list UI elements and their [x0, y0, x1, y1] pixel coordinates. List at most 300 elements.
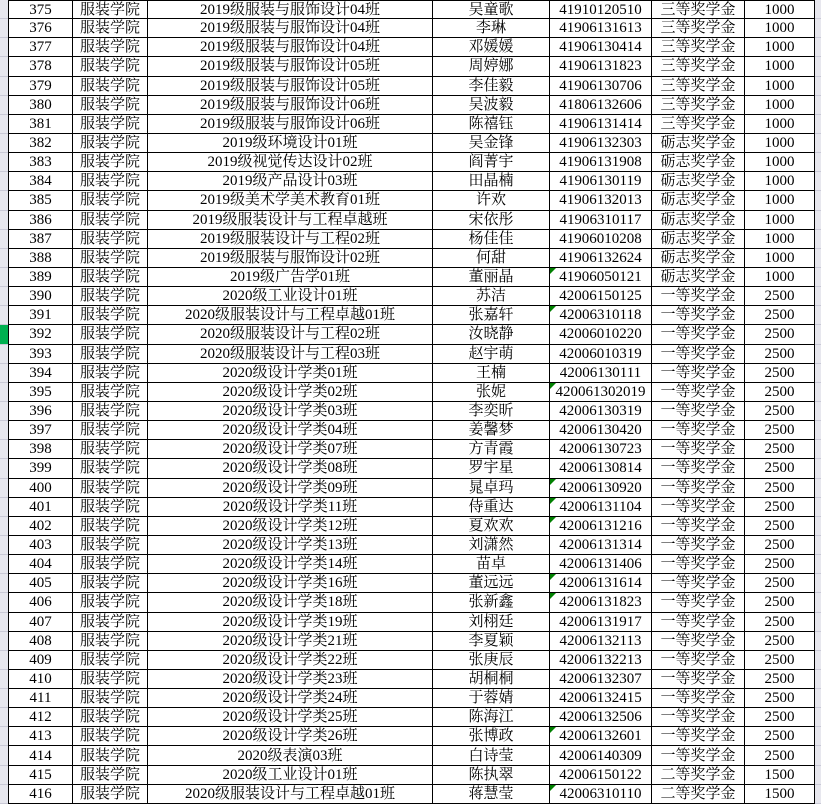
cell-amount[interactable]: 2500	[745, 746, 815, 765]
cell-award-type[interactable]: 一等奖学金	[652, 325, 745, 344]
cell-award-type[interactable]: 二等奖学金	[652, 766, 745, 785]
cell-row-index[interactable]: 403	[8, 536, 73, 555]
number-stored-as-text-flag-icon	[550, 785, 556, 791]
cell-class[interactable]: 2020级服装设计与工程03班	[148, 345, 433, 364]
cell-student-name[interactable]: 李奕昕	[433, 402, 550, 421]
cell-award-type[interactable]: 一等奖学金	[652, 574, 745, 593]
cell-student-name[interactable]: 董丽晶	[433, 268, 550, 287]
cell-student-name[interactable]: 胡桐桐	[433, 670, 550, 689]
cell-student-id[interactable]: 42006130814	[550, 459, 652, 478]
cell-class[interactable]: 2019级服装与服饰设计04班	[148, 0, 433, 19]
cell-student-name[interactable]: 许欢	[433, 191, 550, 210]
cell-class[interactable]: 2020级设计学类25班	[148, 708, 433, 727]
cell-student-name[interactable]: 刘潇然	[433, 536, 550, 555]
cell-student-id[interactable]: 42006150122	[550, 766, 652, 785]
cell-class[interactable]: 2020级服装设计与工程卓越01班	[148, 785, 433, 804]
cell-student-id[interactable]: 42006010319	[550, 345, 652, 364]
cell-student-id[interactable]: 42006131216	[550, 517, 652, 536]
cell-row-index[interactable]: 412	[8, 708, 73, 727]
cell-award-type[interactable]: 一等奖学金	[652, 498, 745, 517]
cell-student-id[interactable]: 42006131104	[550, 498, 652, 517]
cell-college[interactable]: 服装学院	[73, 479, 148, 498]
cell-award-type[interactable]: 砺志奖学金	[652, 211, 745, 230]
cell-amount[interactable]: 2500	[745, 440, 815, 459]
cell-class[interactable]: 2020级设计学类26班	[148, 727, 433, 746]
cell-student-name[interactable]: 陈海江	[433, 708, 550, 727]
cell-student-name[interactable]: 侍重达	[433, 498, 550, 517]
cell-row-index[interactable]: 382	[8, 134, 73, 153]
cell-award-type[interactable]: 二等奖学金	[652, 785, 745, 804]
cell-class[interactable]: 2020级服装设计与工程02班	[148, 325, 433, 344]
cell-student-id[interactable]: 41806132606	[550, 96, 652, 115]
cell-student-id[interactable]: 42006132506	[550, 708, 652, 727]
cell-award-type[interactable]: 一等奖学金	[652, 364, 745, 383]
cell-row-index[interactable]: 413	[8, 727, 73, 746]
cell-student-id[interactable]: 42006131823	[550, 593, 652, 612]
cell-amount[interactable]: 2500	[745, 364, 815, 383]
cell-amount[interactable]: 2500	[745, 708, 815, 727]
cell-row-index[interactable]: 385	[8, 191, 73, 210]
cell-class[interactable]: 2019级服装与服饰设计04班	[148, 19, 433, 38]
cell-row-index[interactable]: 406	[8, 593, 73, 612]
cell-student-id[interactable]: 42006010220	[550, 325, 652, 344]
cell-row-index[interactable]: 386	[8, 211, 73, 230]
table-row	[0, 479, 821, 498]
cell-amount[interactable]: 2500	[745, 727, 815, 746]
cell-row-index[interactable]: 405	[8, 574, 73, 593]
cell-college[interactable]: 服装学院	[73, 134, 148, 153]
cell-row-index[interactable]: 400	[8, 479, 73, 498]
cell-college[interactable]: 服装学院	[73, 402, 148, 421]
cell-college[interactable]: 服装学院	[73, 459, 148, 478]
cell-row-index[interactable]: 415	[8, 766, 73, 785]
cell-row-index[interactable]: 390	[8, 287, 73, 306]
cell-college[interactable]: 服装学院	[73, 115, 148, 134]
cell-class[interactable]: 2020级设计学类19班	[148, 613, 433, 632]
cell-row-index[interactable]: 377	[8, 38, 73, 57]
cell-student-name[interactable]: 何甜	[433, 249, 550, 268]
cell-college[interactable]: 服装学院	[73, 708, 148, 727]
cell-student-id[interactable]: 41906010208	[550, 230, 652, 249]
cell-award-type[interactable]: 一等奖学金	[652, 345, 745, 364]
cell-student-id[interactable]: 42006132415	[550, 689, 652, 708]
cell-amount[interactable]: 2500	[745, 574, 815, 593]
cell-award-type[interactable]: 一等奖学金	[652, 555, 745, 574]
cell-amount[interactable]: 2500	[745, 459, 815, 478]
cell-class[interactable]: 2020级设计学类08班	[148, 459, 433, 478]
cell-student-id[interactable]: 41906131613	[550, 19, 652, 38]
cell-student-id[interactable]: 42006310110	[550, 785, 652, 804]
cell-row-index[interactable]: 389	[8, 268, 73, 287]
right-strip-cell	[815, 574, 821, 593]
cell-college[interactable]: 服装学院	[73, 19, 148, 38]
cell-student-name[interactable]: 董远远	[433, 574, 550, 593]
cell-student-name[interactable]: 李夏颖	[433, 632, 550, 651]
cell-amount[interactable]: 2500	[745, 287, 815, 306]
cell-college[interactable]: 服装学院	[73, 268, 148, 287]
cell-amount[interactable]: 2500	[745, 421, 815, 440]
cell-amount[interactable]: 1000	[745, 96, 815, 115]
cell-row-index[interactable]: 411	[8, 689, 73, 708]
cell-college[interactable]: 服装学院	[73, 38, 148, 57]
cell-class[interactable]: 2020级设计学类23班	[148, 670, 433, 689]
cell-student-name[interactable]: 苗卓	[433, 555, 550, 574]
cell-row-index[interactable]: 397	[8, 421, 73, 440]
cell-student-id[interactable]: 42006140309	[550, 746, 652, 765]
cell-class[interactable]: 2020级设计学类09班	[148, 479, 433, 498]
cell-college[interactable]: 服装学院	[73, 632, 148, 651]
cell-student-name[interactable]: 夏欢欢	[433, 517, 550, 536]
cell-class[interactable]: 2019级服装设计与工程卓越班	[148, 211, 433, 230]
cell-award-type[interactable]: 三等奖学金	[652, 57, 745, 76]
cell-amount[interactable]: 1000	[745, 134, 815, 153]
cell-award-type[interactable]: 砺志奖学金	[652, 134, 745, 153]
cell-student-name[interactable]: 吴童歌	[433, 0, 550, 19]
cell-award-type[interactable]: 三等奖学金	[652, 19, 745, 38]
cell-class[interactable]: 2020级设计学类22班	[148, 651, 433, 670]
cell-class[interactable]: 2020级设计学类24班	[148, 689, 433, 708]
cell-award-type[interactable]: 一等奖学金	[652, 306, 745, 325]
cell-award-type[interactable]: 砺志奖学金	[652, 153, 745, 172]
cell-row-index[interactable]: 398	[8, 440, 73, 459]
cell-award-type[interactable]: 一等奖学金	[652, 536, 745, 555]
cell-college[interactable]: 服装学院	[73, 536, 148, 555]
cell-class[interactable]: 2020级服装设计与工程卓越01班	[148, 306, 433, 325]
cell-student-name[interactable]: 吴波毅	[433, 96, 550, 115]
cell-student-name[interactable]: 张新鑫	[433, 593, 550, 612]
cell-class[interactable]: 2020级设计学类14班	[148, 555, 433, 574]
cell-student-name[interactable]: 周婷娜	[433, 57, 550, 76]
cell-amount[interactable]: 1000	[745, 57, 815, 76]
cell-award-type[interactable]: 一等奖学金	[652, 670, 745, 689]
cell-row-index[interactable]: 410	[8, 670, 73, 689]
cell-row-index[interactable]: 376	[8, 19, 73, 38]
cell-award-type[interactable]: 一等奖学金	[652, 708, 745, 727]
cell-amount[interactable]: 2500	[745, 325, 815, 344]
cell-row-index[interactable]: 416	[8, 785, 73, 804]
cell-award-type[interactable]: 一等奖学金	[652, 632, 745, 651]
cell-student-id[interactable]: 41906310117	[550, 211, 652, 230]
cell-award-type[interactable]: 三等奖学金	[652, 77, 745, 96]
cell-class[interactable]: 2020级设计学类13班	[148, 536, 433, 555]
cell-amount[interactable]: 1000	[745, 115, 815, 134]
table-row	[0, 670, 821, 689]
cell-college[interactable]: 服装学院	[73, 153, 148, 172]
cell-award-type[interactable]: 一等奖学金	[652, 613, 745, 632]
cell-amount[interactable]: 1000	[745, 249, 815, 268]
cell-college[interactable]: 服装学院	[73, 785, 148, 804]
cell-student-id[interactable]: 42006131406	[550, 555, 652, 574]
cell-college[interactable]: 服装学院	[73, 57, 148, 76]
cell-student-id[interactable]: 42006130319	[550, 402, 652, 421]
cell-college[interactable]: 服装学院	[73, 498, 148, 517]
cell-student-name[interactable]: 罗宇星	[433, 459, 550, 478]
cell-award-type[interactable]: 一等奖学金	[652, 651, 745, 670]
cell-student-name[interactable]: 邓媛媛	[433, 38, 550, 57]
cell-college[interactable]: 服装学院	[73, 364, 148, 383]
cell-college[interactable]: 服装学院	[73, 440, 148, 459]
cell-award-type[interactable]: 一等奖学金	[652, 402, 745, 421]
cell-student-id[interactable]: 42006131917	[550, 613, 652, 632]
cell-student-id[interactable]: 42006130723	[550, 440, 652, 459]
cell-student-id[interactable]: 42006132601	[550, 727, 652, 746]
cell-student-name[interactable]: 苏洁	[433, 287, 550, 306]
cell-award-type[interactable]: 砺志奖学金	[652, 191, 745, 210]
cell-amount[interactable]: 1000	[745, 211, 815, 230]
cell-college[interactable]: 服装学院	[73, 287, 148, 306]
cell-class[interactable]: 2019级服装设计与工程02班	[148, 230, 433, 249]
cell-amount[interactable]: 2500	[745, 383, 815, 402]
cell-student-name[interactable]: 阎菁宇	[433, 153, 550, 172]
cell-student-id[interactable]: 41906050121	[550, 268, 652, 287]
cell-amount[interactable]: 1000	[745, 268, 815, 287]
cell-award-type[interactable]: 砺志奖学金	[652, 172, 745, 191]
cell-row-index[interactable]: 401	[8, 498, 73, 517]
cell-class[interactable]: 2020级设计学类01班	[148, 364, 433, 383]
cell-amount[interactable]: 1500	[745, 785, 815, 804]
cell-award-type[interactable]: 三等奖学金	[652, 38, 745, 57]
cell-college[interactable]: 服装学院	[73, 574, 148, 593]
cell-college[interactable]: 服装学院	[73, 383, 148, 402]
cell-class[interactable]: 2019级环境设计01班	[148, 134, 433, 153]
cell-award-type[interactable]: 砺志奖学金	[652, 230, 745, 249]
cell-amount[interactable]: 1000	[745, 38, 815, 57]
cell-award-type[interactable]: 三等奖学金	[652, 96, 745, 115]
cell-student-name[interactable]: 方青霞	[433, 440, 550, 459]
cell-award-type[interactable]: 一等奖学金	[652, 746, 745, 765]
cell-award-type[interactable]: 一等奖学金	[652, 593, 745, 612]
cell-college[interactable]: 服装学院	[73, 325, 148, 344]
cell-college[interactable]: 服装学院	[73, 746, 148, 765]
cell-student-id[interactable]: 42006130111	[550, 364, 652, 383]
cell-college[interactable]: 服装学院	[73, 172, 148, 191]
cell-award-type[interactable]: 一等奖学金	[652, 517, 745, 536]
cell-row-index[interactable]: 404	[8, 555, 73, 574]
cell-row-index[interactable]: 383	[8, 153, 73, 172]
cell-amount[interactable]: 2500	[745, 670, 815, 689]
cell-class[interactable]: 2020级设计学类18班	[148, 593, 433, 612]
cell-award-type[interactable]: 一等奖学金	[652, 479, 745, 498]
cell-row-index[interactable]: 381	[8, 115, 73, 134]
cell-amount[interactable]: 1000	[745, 230, 815, 249]
cell-college[interactable]: 服装学院	[73, 191, 148, 210]
cell-student-id[interactable]: 41906132013	[550, 191, 652, 210]
cell-amount[interactable]: 1000	[745, 77, 815, 96]
cell-college[interactable]: 服装学院	[73, 766, 148, 785]
cell-student-name[interactable]: 杨佳佳	[433, 230, 550, 249]
cell-college[interactable]: 服装学院	[73, 0, 148, 19]
cell-award-type[interactable]: 一等奖学金	[652, 440, 745, 459]
cell-student-id[interactable]: 42006132213	[550, 651, 652, 670]
cell-student-name[interactable]: 于蓉婧	[433, 689, 550, 708]
cell-row-index[interactable]: 409	[8, 651, 73, 670]
cell-college[interactable]: 服装学院	[73, 613, 148, 632]
cell-class[interactable]: 2020级设计学类21班	[148, 632, 433, 651]
cell-row-index[interactable]: 414	[8, 746, 73, 765]
cell-student-name[interactable]: 蒋慧莹	[433, 785, 550, 804]
cell-award-type[interactable]: 一等奖学金	[652, 689, 745, 708]
cell-amount[interactable]: 2500	[745, 479, 815, 498]
cell-class[interactable]: 2020级设计学类11班	[148, 498, 433, 517]
cell-student-id[interactable]: 41906130706	[550, 77, 652, 96]
cell-student-id[interactable]: 41906131908	[550, 153, 652, 172]
cell-student-name[interactable]: 汝晓静	[433, 325, 550, 344]
cell-class[interactable]: 2020级设计学类04班	[148, 421, 433, 440]
cell-award-type[interactable]: 一等奖学金	[652, 459, 745, 478]
left-strip-cell	[0, 38, 8, 57]
cell-student-id[interactable]: 42006131314	[550, 536, 652, 555]
cell-student-name[interactable]: 吴金锋	[433, 134, 550, 153]
cell-student-name[interactable]: 张博政	[433, 727, 550, 746]
cell-student-name[interactable]: 李佳毅	[433, 77, 550, 96]
cell-student-name[interactable]: 姜馨梦	[433, 421, 550, 440]
cell-student-name[interactable]: 田晶楠	[433, 172, 550, 191]
cell-class[interactable]: 2019级服装与服饰设计06班	[148, 96, 433, 115]
cell-row-index[interactable]: 379	[8, 77, 73, 96]
cell-row-index[interactable]: 396	[8, 402, 73, 421]
cell-amount[interactable]: 1000	[745, 0, 815, 19]
cell-college[interactable]: 服装学院	[73, 727, 148, 746]
cell-amount[interactable]: 1000	[745, 153, 815, 172]
cell-student-id[interactable]: 42006150125	[550, 287, 652, 306]
cell-student-name[interactable]: 李琳	[433, 19, 550, 38]
cell-row-index[interactable]: 380	[8, 96, 73, 115]
cell-class[interactable]: 2019级产品设计03班	[148, 172, 433, 191]
cell-college[interactable]: 服装学院	[73, 77, 148, 96]
cell-class[interactable]: 2020级设计学类03班	[148, 402, 433, 421]
cell-class[interactable]: 2020级设计学类02班	[148, 383, 433, 402]
cell-amount[interactable]: 1000	[745, 191, 815, 210]
cell-class[interactable]: 2020级表演03班	[148, 746, 433, 765]
cell-class[interactable]: 2019级美术学美术教育01班	[148, 191, 433, 210]
cell-award-type[interactable]: 一等奖学金	[652, 421, 745, 440]
cell-college[interactable]: 服装学院	[73, 230, 148, 249]
cell-student-name[interactable]: 张妮	[433, 383, 550, 402]
cell-amount[interactable]: 2500	[745, 536, 815, 555]
cell-class[interactable]: 2020级设计学类12班	[148, 517, 433, 536]
cell-student-id[interactable]: 41906131823	[550, 57, 652, 76]
cell-college[interactable]: 服装学院	[73, 517, 148, 536]
cell-amount[interactable]: 2500	[745, 689, 815, 708]
cell-college[interactable]: 服装学院	[73, 249, 148, 268]
cell-student-name[interactable]: 王楠	[433, 364, 550, 383]
cell-amount[interactable]: 1000	[745, 172, 815, 191]
cell-student-id[interactable]: 42006131614	[550, 574, 652, 593]
cell-row-index[interactable]: 395	[8, 383, 73, 402]
cell-student-id[interactable]: 42006310118	[550, 306, 652, 325]
cell-class[interactable]: 2020级工业设计01班	[148, 287, 433, 306]
cell-award-type[interactable]: 三等奖学金	[652, 0, 745, 19]
cell-college[interactable]: 服装学院	[73, 211, 148, 230]
cell-college[interactable]: 服装学院	[73, 670, 148, 689]
cell-student-name[interactable]: 白诗莹	[433, 746, 550, 765]
cell-row-index[interactable]: 387	[8, 230, 73, 249]
cell-student-name[interactable]: 宋依彤	[433, 211, 550, 230]
cell-class[interactable]: 2020级设计学类07班	[148, 440, 433, 459]
cell-student-id[interactable]: 420061302019	[550, 383, 652, 402]
cell-college[interactable]: 服装学院	[73, 421, 148, 440]
cell-class[interactable]: 2020级设计学类16班	[148, 574, 433, 593]
cell-award-type[interactable]: 一等奖学金	[652, 727, 745, 746]
cell-student-id[interactable]: 41906132303	[550, 134, 652, 153]
cell-college[interactable]: 服装学院	[73, 689, 148, 708]
cell-class[interactable]: 2019级服装与服饰设计05班	[148, 57, 433, 76]
cell-class[interactable]: 2019级服装与服饰设计02班	[148, 249, 433, 268]
cell-row-index[interactable]: 388	[8, 249, 73, 268]
cell-student-name[interactable]: 晁卓玛	[433, 479, 550, 498]
cell-amount[interactable]: 2500	[745, 593, 815, 612]
cell-row-index[interactable]: 407	[8, 613, 73, 632]
cell-class[interactable]: 2019级服装与服饰设计06班	[148, 115, 433, 134]
cell-award-type[interactable]: 砺志奖学金	[652, 268, 745, 287]
cell-row-index[interactable]: 408	[8, 632, 73, 651]
cell-student-id[interactable]: 42006132307	[550, 670, 652, 689]
cell-award-type[interactable]: 砺志奖学金	[652, 249, 745, 268]
cell-college[interactable]: 服装学院	[73, 593, 148, 612]
cell-amount[interactable]: 2500	[745, 651, 815, 670]
cell-student-name[interactable]: 赵宇萌	[433, 345, 550, 364]
cell-student-id[interactable]: 42006130920	[550, 479, 652, 498]
cell-row-index[interactable]: 375	[8, 0, 73, 19]
cell-student-name[interactable]: 张嘉轩	[433, 306, 550, 325]
cell-amount[interactable]: 2500	[745, 306, 815, 325]
cell-row-index[interactable]: 394	[8, 364, 73, 383]
cell-class[interactable]: 2019级视觉传达设计02班	[148, 153, 433, 172]
cell-row-index[interactable]: 384	[8, 172, 73, 191]
cell-row-index[interactable]: 378	[8, 57, 73, 76]
cell-award-type[interactable]: 一等奖学金	[652, 383, 745, 402]
cell-student-id[interactable]: 41906131414	[550, 115, 652, 134]
cell-class[interactable]: 2020级工业设计01班	[148, 766, 433, 785]
cell-amount[interactable]: 2500	[745, 555, 815, 574]
left-strip-cell	[0, 517, 8, 536]
cell-student-name[interactable]: 陈执翠	[433, 766, 550, 785]
cell-college[interactable]: 服装学院	[73, 96, 148, 115]
cell-amount[interactable]: 2500	[745, 632, 815, 651]
cell-award-type[interactable]: 三等奖学金	[652, 115, 745, 134]
cell-amount[interactable]: 2500	[745, 345, 815, 364]
cell-class[interactable]: 2019级服装与服饰设计05班	[148, 77, 433, 96]
cell-amount[interactable]: 1000	[745, 19, 815, 38]
cell-amount[interactable]: 2500	[745, 402, 815, 421]
cell-amount[interactable]: 2500	[745, 498, 815, 517]
cell-student-name[interactable]: 刘栩廷	[433, 613, 550, 632]
cell-student-id[interactable]: 41910120510	[550, 0, 652, 19]
cell-row-index[interactable]: 402	[8, 517, 73, 536]
cell-row-index[interactable]: 392	[8, 325, 73, 344]
cell-college[interactable]: 服装学院	[73, 306, 148, 325]
cell-student-id[interactable]: 41906132624	[550, 249, 652, 268]
cell-student-id[interactable]: 42006132113	[550, 632, 652, 651]
cell-amount[interactable]: 2500	[745, 517, 815, 536]
cell-student-id[interactable]: 42006130420	[550, 421, 652, 440]
cell-class[interactable]: 2019级广告学01班	[148, 268, 433, 287]
cell-row-index[interactable]: 391	[8, 306, 73, 325]
cell-row-index[interactable]: 399	[8, 459, 73, 478]
cell-award-type[interactable]: 一等奖学金	[652, 287, 745, 306]
cell-college[interactable]: 服装学院	[73, 651, 148, 670]
cell-row-index[interactable]: 393	[8, 345, 73, 364]
cell-student-id[interactable]: 41906130414	[550, 38, 652, 57]
cell-amount[interactable]: 2500	[745, 613, 815, 632]
cell-student-name[interactable]: 陈禧钰	[433, 115, 550, 134]
cell-student-id[interactable]: 41906130119	[550, 172, 652, 191]
cell-college[interactable]: 服装学院	[73, 345, 148, 364]
cell-class[interactable]: 2019级服装与服饰设计04班	[148, 38, 433, 57]
cell-student-name[interactable]: 张庚辰	[433, 651, 550, 670]
cell-amount[interactable]: 1500	[745, 766, 815, 785]
cell-college[interactable]: 服装学院	[73, 555, 148, 574]
